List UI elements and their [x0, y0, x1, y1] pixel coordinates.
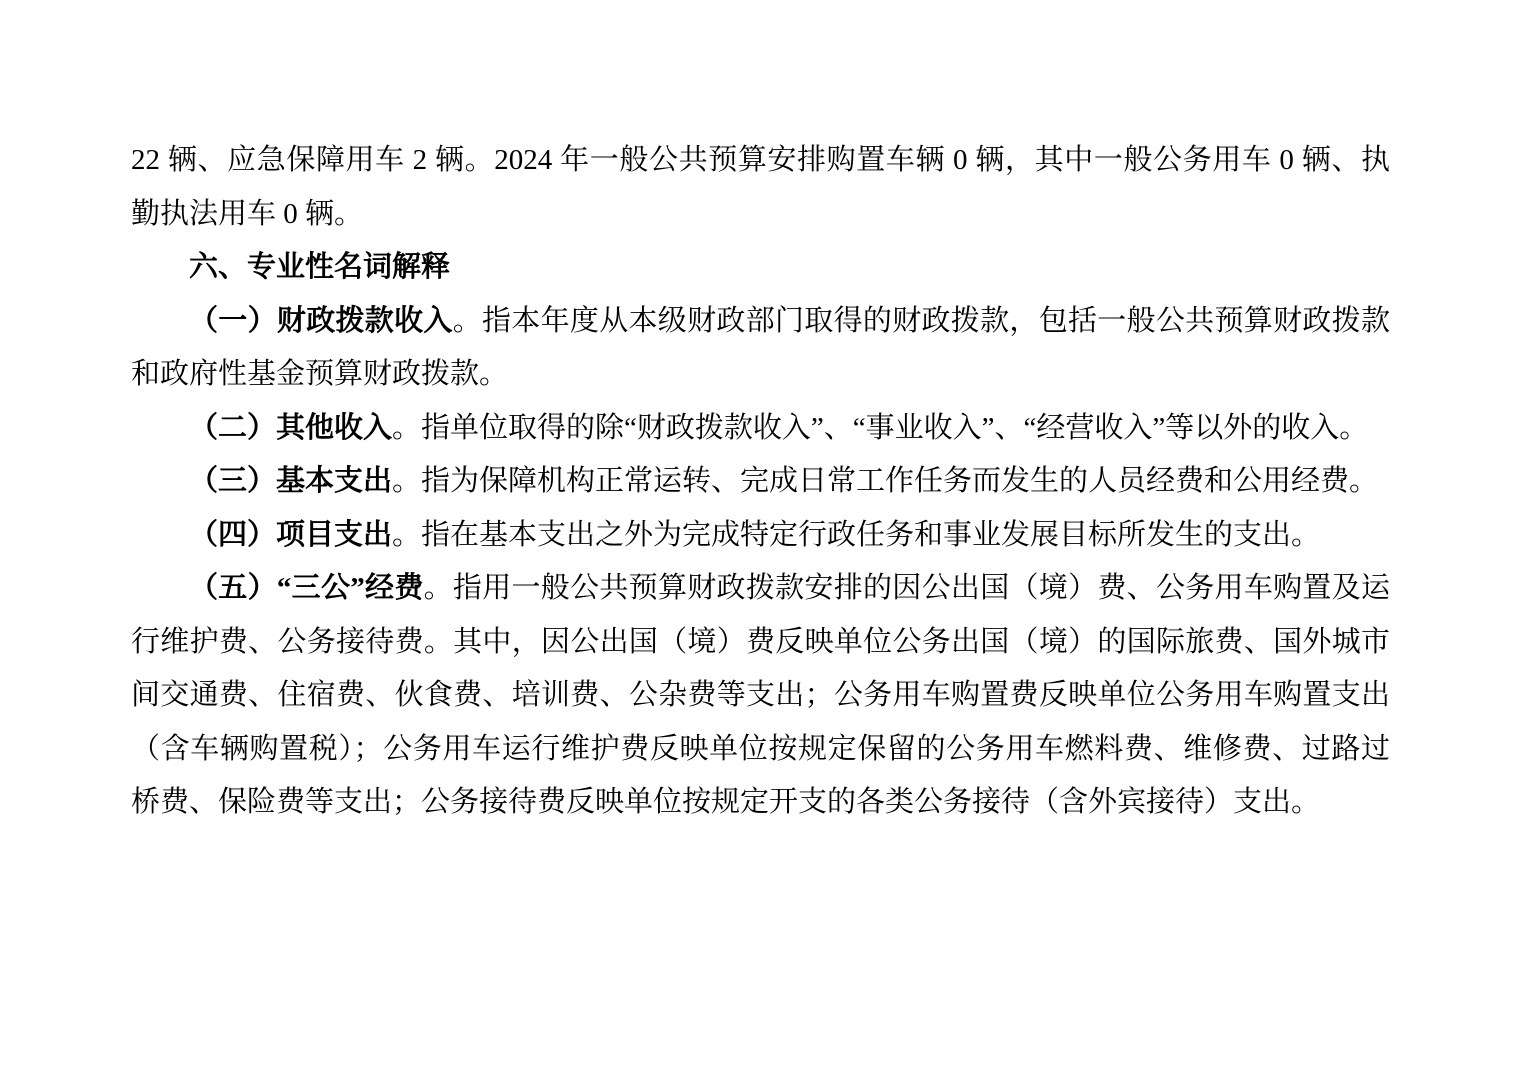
term-paragraph-5 [131, 562, 1390, 830]
term-definition-4: 。指在基本支出之外为完成特定行政任务和事业发展目标所发生的支出。 [392, 518, 1321, 551]
term-label-4: （四）项目支出 [189, 518, 393, 551]
term-paragraph-2 [131, 402, 1390, 456]
intro-paragraph: 22 辆、应急保障用车 2 辆。2024 年一般公共预算安排购置车辆 0 辆，其中一般公务用车 0 辆、执勤执法用车 0 辆。 [131, 144, 1390, 230]
term-label-3: （三）基本支出 [189, 465, 393, 497]
term-paragraph-3 [131, 455, 1390, 509]
term-definition-5: 。指用一般公共预算财政拨款安排的因公出国（境）费、公务用车购置及运行维护费、公务接待费。其中，因公出国（境）费反映单位公务出国（境）的国际旅费、国外城市间交通费、住宿费、伙食费、培训费、公杂费等支出；公务用车购置费反映单位公务用车购置支出（含车辆购置税）；公务用车运行维护费反映单位按规定保留的公务用车燃料费、维修费、过路过桥费、保险费等支出；公务接待费反映单位按规定开支的各类公务接待（含外宾接待）支出。 [131, 572, 1390, 818]
term-paragraph-4 [131, 509, 1390, 563]
term-definition-3: 。指为保障机构正常运转、完成日常工作任务而发生的人员经费和公用经费。 [392, 465, 1379, 497]
term-label-2: （二）其他收入 [189, 411, 393, 444]
term-definition-1: 。指本年度从本级财政部门取得的财政拨款，包括一般公共预算财政拨款和政府性基金预算财政拨款。 [131, 304, 1390, 390]
term-definition-2: 。指单位取得的除“财政拨款收入”、“事业收入”、“经营收入”等以外的收入。 [392, 411, 1369, 444]
term-label-5: （五）“三公”经费 [189, 572, 424, 604]
term-paragraph-1 [131, 295, 1390, 402]
section-heading: 六、专业性名词解释 [189, 251, 451, 283]
term-label-1: （一）财政拨款收入 [189, 304, 453, 337]
